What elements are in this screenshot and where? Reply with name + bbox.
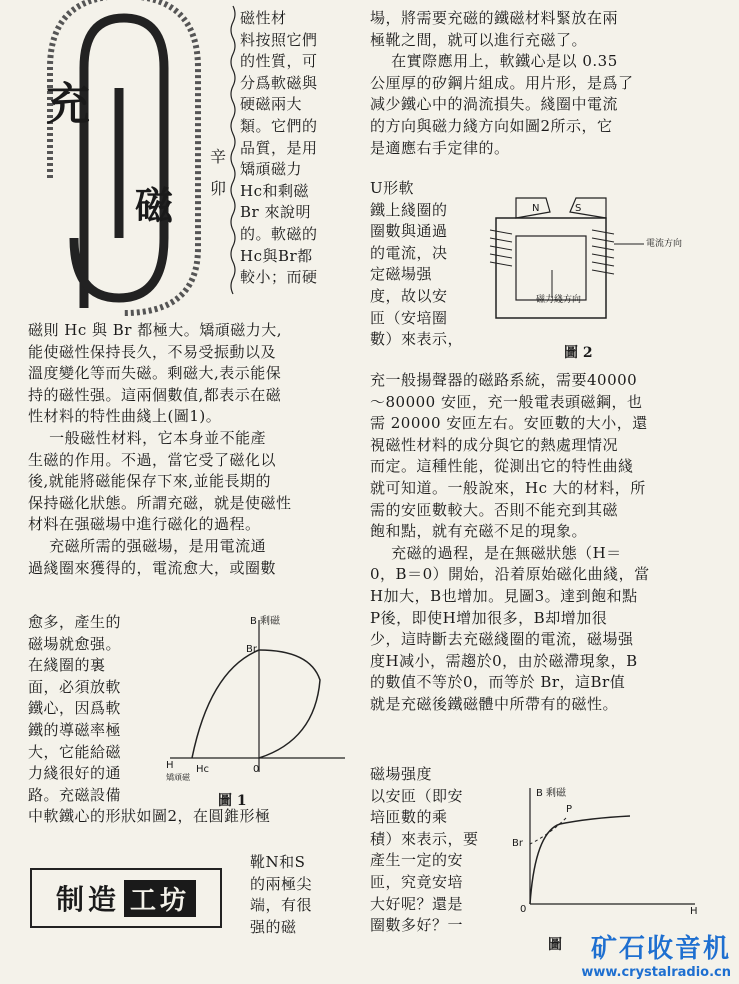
fig1-br-label: Br (246, 644, 257, 655)
fig2-flux-label: 磁力綫方向 (536, 295, 582, 305)
section-banner (30, 868, 222, 928)
fig1-x-label: H (166, 760, 174, 771)
fig1-y-label: B 剩磁 (250, 616, 281, 627)
col1-top-text: 磁性材 料按照它們 的性質，可 分爲軟磁與 硬磁兩大 類。它們的 品質，是用 矯頑磁力 Hc和剩磁 Br 來說明 的。軟磁的 Hc與Br都 較小；而硬 (240, 9, 318, 287)
watermark (581, 928, 731, 980)
section-name-2: 工坊 (124, 880, 196, 917)
col1-narrow-text: 愈多，產生的 磁場就愈强。 在綫圈的裏 面，必須放軟 鐵心，因爲軟 鐵的導磁率極 大，它能給磁 力綫很好的通 路。充磁設備 (28, 613, 122, 804)
fig3-x-label: H (690, 906, 698, 917)
fig1-origin: 0 (253, 764, 260, 775)
watermark-url: www.crystalradio.cn (581, 965, 731, 980)
wavy-rule (228, 6, 238, 306)
section-name-1: 制造 (55, 883, 120, 916)
author-name-2: 卯 (210, 179, 227, 198)
fig2-current-label: 電流方向 (646, 239, 683, 249)
fig2-caption: 圖 2 (564, 345, 593, 361)
col1-full-text: 磁則 Hc 與 Br 都極大。矯頑磁力大, 能使磁性保持長久，不易受振動以及 溫度變化等而失磁。剩磁大,表示能保 持的磁性强。這兩個數值,都表示在磁 性材料的特性曲綫上(圖1)。 一般磁性材料，它本身並不能產 生磁的作用。不過，當它受了磁化以 後,就能將磁能保存下來,並能長期的 保持磁化狀態。所謂充磁，就是使磁性 材料在强磁場中進行磁化的過程。 充磁所需的强磁場，是用電流通 過綫圈來獲得的，電流愈大，或圈數 (28, 321, 292, 577)
col1-last-text: 靴N和S 的兩極尖 端，有很 强的磁 (250, 853, 313, 936)
col2-bottom-text: 磁場强度 以安匝（即安 培匝數的乘 積）來表示，要 產生一定的安 匝，究竟安培 大好呢？還是 圈數多好？一 (370, 765, 479, 935)
title-char-1: 充 (46, 79, 90, 130)
figure-2-u-core-coil (484, 188, 684, 333)
author-name-1: 辛 (210, 147, 227, 166)
fig3-br-label: Br (512, 838, 523, 849)
fig1-hc-label: Hc (196, 764, 210, 775)
fig1-caption: 圖 1 (218, 793, 247, 809)
col2-narrow-text: U形軟 鐵上綫圈的 圈數與通過 的電流，决 定磁場强 度，故以安 匝（安培圈 數）來表示， (370, 179, 464, 349)
fig3-y-label: B 剩磁 (536, 788, 567, 799)
figure-1-hysteresis-curve (170, 610, 350, 790)
col1-bottom-text: 中軟鐵心的形狀如圖2，在圓錐形極 (28, 807, 271, 825)
col2-top-text: 場，將需要充磁的鐵磁材料緊放在兩 極靴之間，就可以進行充磁了。 在實際應用上，軟鐵心是以 0.35 公厘厚的矽鋼片組成。用片形，是爲了 减少鐵心中的渦流損失。綫圈中電流 的方向與磁力綫方向如圖2所示，它 是適應右手定律的。 (370, 9, 634, 157)
watermark-name: 矿石收音机 (590, 934, 731, 964)
title-paperclip-decoration (14, 8, 204, 318)
title-char-2: 磁 (135, 183, 174, 228)
fig3-p-label: P (566, 804, 573, 815)
col2-mid-text: 充一般揚聲器的磁路系統，需要40000 ～80000 安匝，充一般電表頭磁鋼，也 需 20000 安匝左右。安匝數的大小，還 視磁性材料的成分與它的熱處理情况 而定。這種性能，從測出它的特性曲綫 就可知道。一般說來，Hc 大的材料，所 需的安匝數較大。否則不能充到其磁 飽和點，就有充磁不足的現象。 充磁的過程，是在無磁狀態（H＝ 0，B＝0）開始，沿着原始磁化曲綫，當 H加大，B也增加。見圖3。達到飽和點 P後，即使H增加很多，B却增加很 少，這時斷去充磁綫圈的電流，磁場强 度H减小，需趨於0，由於磁滯現象，B 的數值不等於0，而等於 Br，這Br值 就是充磁後鐵磁體中所帶有的磁性。 (370, 371, 650, 713)
fig2-n-pole: N (532, 203, 540, 214)
figure-3-magnetization-curve (500, 782, 700, 922)
fig3-origin: 0 (520, 904, 527, 915)
fig3-caption: 圖 (548, 937, 562, 953)
fig1-x-sub: 矯頑磁 (166, 773, 190, 782)
fig2-s-pole: S (575, 203, 582, 214)
